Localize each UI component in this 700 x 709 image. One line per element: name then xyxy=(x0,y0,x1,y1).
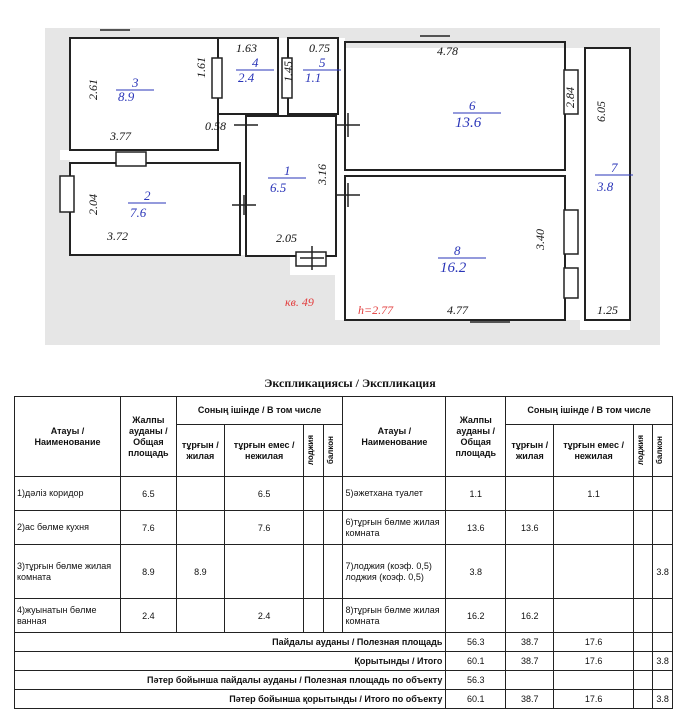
cell-total: 3.8 xyxy=(446,545,506,599)
dimension-label: 4.77 xyxy=(447,303,468,317)
room-1-area: 6.5 xyxy=(270,180,287,195)
dimension-label: 2.04 xyxy=(86,194,100,215)
room-3-number: 3 xyxy=(132,75,139,90)
room-name-cell: 3)тұрғын бөлме жилая комната xyxy=(15,545,121,599)
cell-nonliving: 7.6 xyxy=(225,511,304,545)
summary-living: 38.7 xyxy=(506,652,554,671)
room-7-area: 3.8 xyxy=(597,179,614,194)
dimension-label: 2.61 xyxy=(86,79,100,100)
dimension-label: 2.05 xyxy=(276,231,297,245)
summary-nonliving: 17.6 xyxy=(554,633,633,652)
cell-living: 8.9 xyxy=(176,545,224,599)
cell-balcony xyxy=(653,599,673,633)
cell-balcony xyxy=(653,477,673,511)
cell-nonliving: 1.1 xyxy=(554,477,633,511)
cell-nonliving xyxy=(225,545,304,599)
ceiling-height: h=2.77 xyxy=(358,303,394,317)
room-7-number: 7 xyxy=(611,160,618,175)
dimension-label: 3.72 xyxy=(107,229,128,243)
room-6-area: 13.6 xyxy=(455,115,482,131)
dimension-label: 3.77 xyxy=(110,129,131,143)
summary-balcony xyxy=(653,671,673,690)
summary-total: 56.3 xyxy=(446,633,506,652)
summary-row xyxy=(15,671,673,690)
cell-living xyxy=(176,477,224,511)
cell-living xyxy=(176,599,224,633)
header-including: Соның ішінде / В том числе xyxy=(176,397,343,425)
table-row xyxy=(15,545,673,599)
summary-balcony xyxy=(653,633,673,652)
explication-table xyxy=(14,396,673,709)
cell-balcony xyxy=(323,599,343,633)
room-6-number: 6 xyxy=(469,98,476,113)
cell-nonliving: 2.4 xyxy=(225,599,304,633)
table-row xyxy=(15,477,673,511)
summary-loggia xyxy=(633,652,653,671)
room-2-area: 7.6 xyxy=(130,205,147,220)
cell-balcony xyxy=(323,477,343,511)
cell-nonliving: 6.5 xyxy=(225,477,304,511)
dimension-label: 3.16 xyxy=(315,164,329,185)
summary-nonliving: 17.6 xyxy=(554,652,633,671)
summary-balcony: 3.8 xyxy=(653,690,673,709)
summary-total: 60.1 xyxy=(446,690,506,709)
cell-loggia xyxy=(633,599,653,633)
room-4-area: 2.4 xyxy=(238,70,255,85)
cell-total: 8.9 xyxy=(121,545,177,599)
header-balcony: балкон xyxy=(655,436,665,465)
summary-row xyxy=(15,633,673,652)
cell-nonliving xyxy=(554,545,633,599)
room-name-cell: 4)жуынатын бөлме ванная xyxy=(15,599,121,633)
header-loggia: лоджия xyxy=(306,435,316,466)
cell-loggia xyxy=(633,545,653,599)
room-2-number: 2 xyxy=(144,188,151,203)
dimension-label: 1.45 xyxy=(281,61,295,82)
cell-balcony xyxy=(323,545,343,599)
cell-living xyxy=(506,477,554,511)
cell-loggia xyxy=(304,477,324,511)
room-name-cell: 2)ас бөлме кухня xyxy=(15,511,121,545)
dimension-label: 6.05 xyxy=(594,101,608,122)
room-4-number: 4 xyxy=(252,55,259,70)
cell-total: 13.6 xyxy=(446,511,506,545)
dimension-label: 0.75 xyxy=(309,41,330,55)
room-5-number: 5 xyxy=(319,55,326,70)
table-row xyxy=(15,511,673,545)
cell-living xyxy=(506,545,554,599)
explication-title: Экспликациясы / Экспликация xyxy=(264,376,436,390)
cell-loggia xyxy=(633,477,653,511)
header-including: Соның ішінде / В том числе xyxy=(506,397,673,425)
floor-plan xyxy=(0,0,700,345)
header-loggia: лоджия xyxy=(635,435,645,466)
summary-row xyxy=(15,652,673,671)
header-total: Жалпы ауданы / Общая площадь xyxy=(121,397,177,477)
dimension-label: 1.25 xyxy=(597,303,618,317)
summary-label: Пайдалы ауданы / Полезная площадь xyxy=(15,633,446,652)
summary-row xyxy=(15,690,673,709)
cell-loggia xyxy=(304,599,324,633)
cell-nonliving xyxy=(554,511,633,545)
summary-label: Пәтер бойынша пайдалы ауданы / Полезная площадь по объекту xyxy=(15,671,446,690)
summary-living: 38.7 xyxy=(506,633,554,652)
header-nonliving: тұрғын емес / нежилая xyxy=(225,425,304,477)
cell-total: 7.6 xyxy=(121,511,177,545)
room-name-cell: 6)тұрғын бөлме жилая комната xyxy=(343,511,446,545)
cell-loggia xyxy=(304,545,324,599)
apartment-number: кв. 49 xyxy=(285,295,314,309)
summary-living xyxy=(506,671,554,690)
summary-label: Қорытынды / Итого xyxy=(15,652,446,671)
summary-nonliving: 17.6 xyxy=(554,690,633,709)
header-nonliving: тұрғын емес / нежилая xyxy=(554,425,633,477)
summary-loggia xyxy=(633,690,653,709)
header-living: тұрғын / жилая xyxy=(506,425,554,477)
summary-label: Пәтер бойынша қорытынды / Итого по объекту xyxy=(15,690,446,709)
summary-nonliving xyxy=(554,671,633,690)
dimension-label: 1.61 xyxy=(194,57,208,78)
dimension-label: 4.78 xyxy=(437,44,458,58)
summary-loggia xyxy=(633,671,653,690)
cell-total: 6.5 xyxy=(121,477,177,511)
room-3-area: 8.9 xyxy=(118,89,135,104)
cell-balcony xyxy=(653,511,673,545)
cell-balcony: 3.8 xyxy=(653,545,673,599)
room-8-number: 8 xyxy=(454,243,461,258)
dimension-label: 3.40 xyxy=(533,229,547,250)
room-name-cell: 7)лоджия (коэф. 0,5) лоджия (коэф. 0,5) xyxy=(343,545,446,599)
summary-total: 56.3 xyxy=(446,671,506,690)
header-total: Жалпы ауданы / Общая площадь xyxy=(446,397,506,477)
cell-total: 2.4 xyxy=(121,599,177,633)
dimension-label: 1.63 xyxy=(236,41,257,55)
header-balcony: балкон xyxy=(325,436,335,465)
cell-total: 1.1 xyxy=(446,477,506,511)
room-8-area: 16.2 xyxy=(440,260,467,276)
cell-total: 16.2 xyxy=(446,599,506,633)
header-name: Атауы / Наименование xyxy=(15,397,121,477)
dimension-label: 0.58 xyxy=(205,119,226,133)
cell-loggia xyxy=(633,511,653,545)
cell-nonliving xyxy=(554,599,633,633)
cell-living: 13.6 xyxy=(506,511,554,545)
summary-living: 38.7 xyxy=(506,690,554,709)
dimension-label: 2.84 xyxy=(563,87,577,108)
summary-total: 60.1 xyxy=(446,652,506,671)
cell-balcony xyxy=(323,511,343,545)
cell-living: 16.2 xyxy=(506,599,554,633)
summary-loggia xyxy=(633,633,653,652)
cell-loggia xyxy=(304,511,324,545)
table-row xyxy=(15,599,673,633)
room-1-number: 1 xyxy=(284,163,291,178)
room-name-cell: 5)әжетхана туалет xyxy=(343,477,446,511)
cell-living xyxy=(176,511,224,545)
summary-balcony: 3.8 xyxy=(653,652,673,671)
header-living: тұрғын / жилая xyxy=(176,425,224,477)
header-name: Атауы / Наименование xyxy=(343,397,446,477)
room-name-cell: 1)дәліз коридор xyxy=(15,477,121,511)
room-name-cell: 8)тұрғын бөлме жилая комната xyxy=(343,599,446,633)
room-5-area: 1.1 xyxy=(305,70,322,85)
